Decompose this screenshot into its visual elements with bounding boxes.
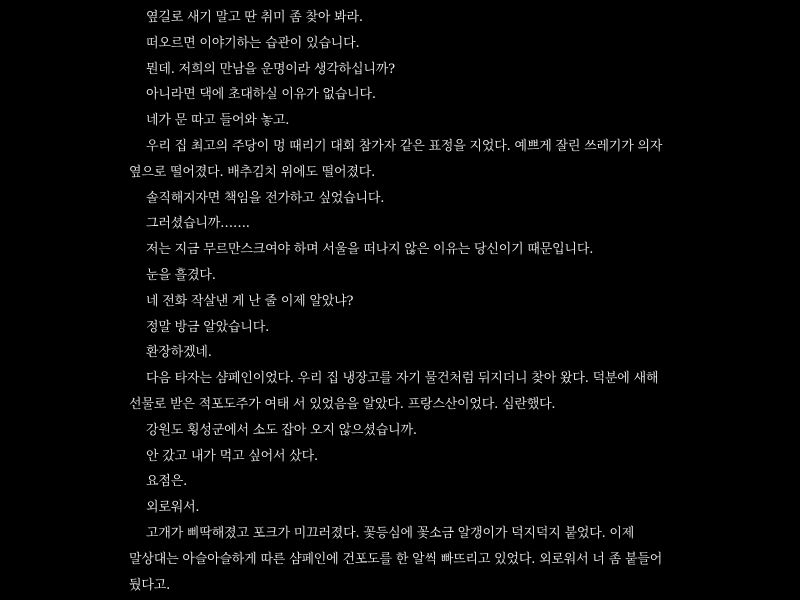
paragraph: 정말 방금 알았습니다. <box>146 319 270 335</box>
paragraph: 솔직해지자면 책임을 전가하고 싶었습니다. <box>146 190 385 206</box>
paragraph: 네가 문 따고 들어와 놓고. <box>146 113 290 129</box>
paragraph: 아니라면 댁에 초대하실 이유가 없습니다. <box>146 87 376 103</box>
text-body <box>129 5 671 598</box>
paragraph: 요점은. <box>146 474 188 490</box>
paragraph: 눈을 흘겼다. <box>146 267 216 283</box>
paragraph: 외로워서. <box>146 500 200 516</box>
paragraph: 안 갔고 내가 먹고 싶어서 샀다. <box>146 448 318 464</box>
paragraph: 그러셨습니까……. <box>146 216 250 232</box>
paragraph: 환장하겠네. <box>146 345 212 361</box>
paragraph: 저는 지금 무르만스크여야 하며 서울을 떠나지 않은 이유는 당신이기 때문입니다. <box>146 242 594 258</box>
paragraph: 고개가 삐딱해졌고 포크가 미끄러졌다. 꽃등심에 꽃소금 알갱이가 덕지덕지 붙었다. 이제 말상대는 아슬아슬하게 따른 샴페인에 건포도를 한 알씩 빠뜨리고 있었다. 외로워서 너 좀 붙들어 뒀다고. <box>129 525 663 593</box>
paragraph: 강원도 횡성군에서 소도 잡아 오지 않으셨습니까. <box>146 422 417 438</box>
paragraph: 뭔데. 저희의 만남을 운명이라 생각하십니까? <box>146 61 395 77</box>
paragraph: 옆길로 새기 말고 딴 취미 좀 찾아 봐라. <box>146 10 363 25</box>
paragraph: 네 전화 작살낸 게 난 줄 이제 알았냐? <box>146 293 354 309</box>
paragraph: 떠오르면 이야기하는 습관이 있습니다. <box>146 35 360 51</box>
paragraph: 우리 집 최고의 주당이 멍 때리기 대회 참가자 같은 표정을 지었다. 예쁘게 잘린 쓰레기가 의자 옆으로 떨어졌다. 배추김치 위에도 떨어졌다. <box>129 138 663 180</box>
paragraph: 다음 타자는 샴페인이었다. 우리 집 냉장고를 자기 물건처럼 뒤지더니 찾아 왔다. 덕분에 새해 선물로 받은 적포도주가 여태 서 있었음을 알았다. 프랑스산이었다. 심란했다. <box>129 371 659 412</box>
